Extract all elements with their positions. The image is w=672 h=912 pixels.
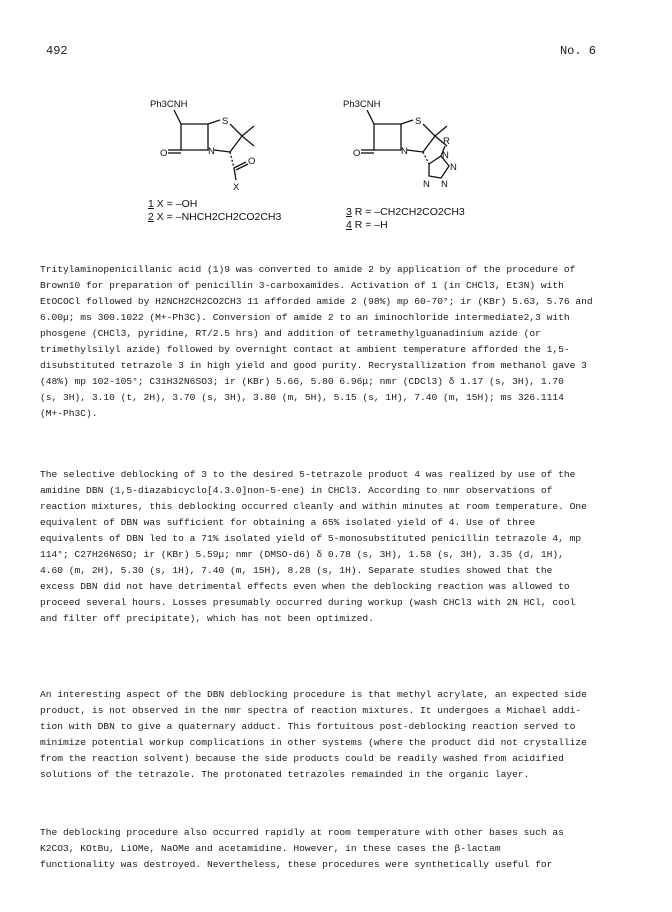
text-line: equivalent of DBN was sufficient for obtaining a 65% isolated yield of 4. Use of three [40,517,536,528]
text-line: disubstituted tetrazole 3 in high yield and good purity. Recrystallization from methanol gave 3 [40,360,587,371]
text-line: The selective deblocking of 3 to the desired 5-tetrazole product 4 was realized by use of the [40,469,576,480]
sulfur-atom-label: S [415,116,422,127]
text-line: functionality was destroyed. Nevertheless, these procedures were synthetically useful for [40,859,553,870]
text-line: from the reaction solvent) because the side products could be readily washed from acidified [40,753,564,764]
r-group-label: R [443,136,450,147]
lactam-oxygen-label: O [160,148,168,159]
x-group-label: X [233,182,240,193]
tetrazole-n4-label: N [423,179,430,190]
tetrazole-n3-label: N [441,179,448,190]
structure-tetrazole [343,98,483,198]
text-line: An interesting aspect of the DBN deblocking procedure is that methyl acrylate, an expected side [40,689,587,700]
nitrogen-atom-label: N [401,146,408,157]
text-line: Brown10 for preparation of penicillin 3-carboxamides. Activation of 1 (in CHCl3, Et3N) with [40,280,564,291]
text-line: reaction mixtures, this deblocking occurred cleanly and within minutes at room temperature. One [40,501,587,512]
tetrazole-n1-label: N [442,150,449,161]
text-line: tion with DBN to give a quaternary adduct. This fortuitous post-deblocking reaction served to [40,721,576,732]
text-line: solutions of the tetrazole. The protonated tetrazoles remainded in the organic layer. [40,769,530,780]
text-line: EtOCOCl followed by H2NCH2CH2CO2CH3 11 afforded amide 2 (98%) mp 60-70°; ir (KBr) 5.63, 5.76 and [40,296,593,307]
text-line: 114°; C27H26N6SO; ir (KBr) 5.59μ; nmr (DMSO-d6) δ 0.78 (s, 3H), 1.58 (s, 3H), 3.35 (d, 1H), [40,549,564,560]
text-line: minimize potential workup complications in other systems (where the product did not crystallize [40,737,587,748]
nitrogen-atom-label: N [208,146,215,157]
text-line: phosgene (CHCl3, pyridine, RT/2.5 hrs) and addition of tetramethylguanadinium azide (or [40,328,541,339]
caption-compound-2: 2 X = –NHCH2CH2CO2CH3 [148,211,282,223]
text-line: (48%) mp 102-105°; C31H32N6SO3; ir (KBr) 5.66, 5.80 6.96μ; nmr (CDCl3) δ 1.17 (s, 3H), 1.70 [40,376,564,387]
text-line: proceed several hours. Losses presumably occurred during workup (wash CHCl3 with 2N HCl, cool [40,597,576,608]
caption-compound-3: 3 R = –CH2CH2CO2CH3 [346,206,465,218]
text-line: Tritylaminopenicillanic acid (1)9 was converted to amide 2 by application of the procedure of [40,264,576,275]
text-line: K2CO3, KOtBu, LiOMe, NaOMe and acetamidine. However, in these cases the β-lactam [40,843,501,854]
text-line: (M+-Ph3C). [40,408,98,419]
structure-acid-amide [150,98,290,198]
text-line: The deblocking procedure also occurred rapidly at room temperature with other bases such as [40,827,564,838]
text-line: amidine DBN (1,5-diazabicyclo[4.3.0]non-5-ene) in CHCl3. According to nmr observations of [40,485,553,496]
paragraph-dbn-aspect [40,687,640,783]
sulfur-atom-label: S [222,116,229,127]
tetrazole-n2-label: N [450,162,457,173]
text-line: trimethylsilyl azide) followed by overnight contact at ambient temperature afforded the 1,5- [40,344,570,355]
journal-issue-number: No. 6 [559,44,596,58]
caption-compound-1: 1 X = –OH [148,198,198,210]
text-line: and filter off precipitate), which has not been optimized. [40,613,374,624]
text-line: 6.00μ; ms 300.1022 (M+-Ph3C). Conversion of amide 2 to an iminochloride intermediate2,3 with [40,312,570,323]
lactam-oxygen-label: O [353,148,361,159]
trityl-amino-label: Ph3CNH [150,99,188,110]
carbonyl-oxygen-label: O [248,156,256,167]
paragraph-other-bases [40,825,640,873]
page-number: 492 [46,44,68,58]
caption-compound-4: 4 R = –H [346,219,388,231]
text-line: product, is not observed in the nmr spectra of reaction mixtures. It undergoes a Michael addi- [40,705,582,716]
paragraph-deblocking [40,467,640,627]
paragraph-synthesis [40,262,640,422]
trityl-amino-label: Ph3CNH [343,99,381,110]
text-line: 4.60 (m, 2H), 5.30 (s, 1H), 7.40 (m, 15H), 8.28 (s, 1H). Separate studies showed that the [40,565,553,576]
text-line: (s, 3H), 3.10 (t, 2H), 3.70 (s, 3H), 3.80 (m, 5H), 5.15 (s, 1H), 7.40 (m, 15H); ms 326.1114 [40,392,564,403]
text-line: equivalents of DBN led to a 71% isolated yield of 5-monosubstituted penicillin tetrazole 4, mp [40,533,582,544]
text-line: excess DBN did not have detrimental effects even when the deblocking reaction was allowed to [40,581,570,592]
